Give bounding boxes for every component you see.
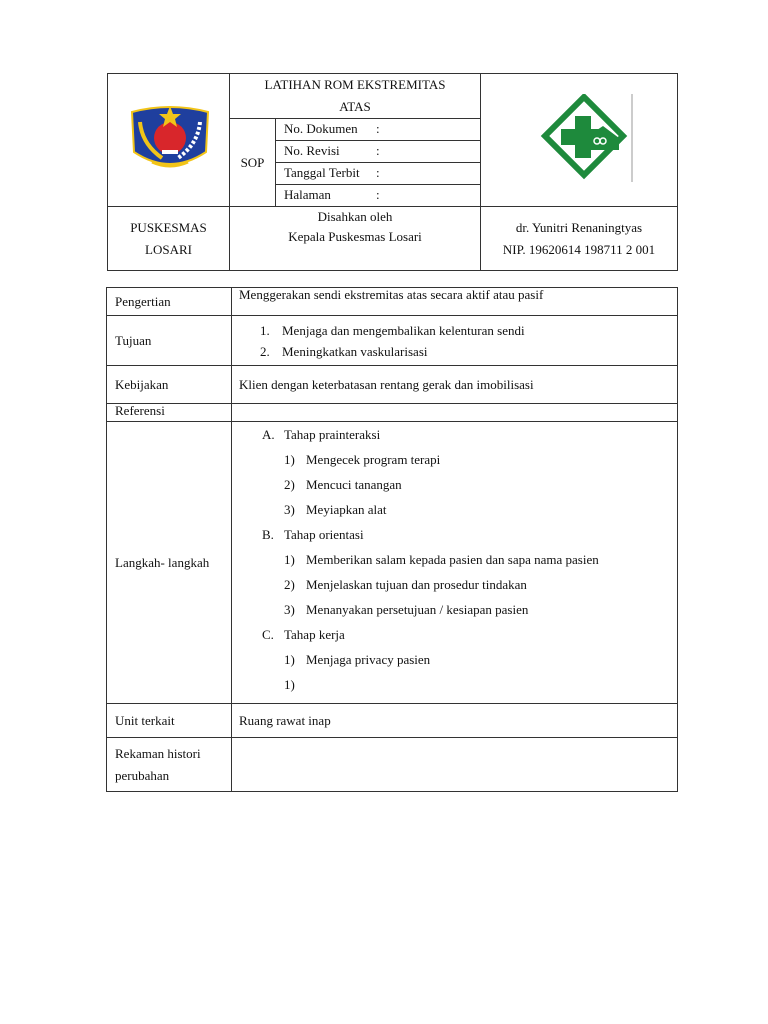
value-langkah	[232, 422, 678, 704]
step-text: Meyiapkan alat	[306, 502, 387, 517]
section-letter: B.	[262, 527, 274, 542]
meta-row-halaman	[276, 185, 481, 207]
label-pengertian: Pengertian	[107, 288, 232, 316]
sop-title-cell	[230, 74, 481, 119]
org-name-line1: PUSKESMAS	[130, 219, 207, 235]
sop-title-line1: LATIHAN ROM EKSTREMITAS	[264, 77, 446, 92]
list-number: 2.	[260, 344, 270, 359]
row-rekaman-histori	[107, 738, 678, 792]
sop-header-table	[107, 73, 678, 271]
sop-title-line2: ATAS	[339, 99, 371, 114]
section-heading	[262, 522, 677, 547]
sop-body-table	[106, 287, 678, 792]
step-number: 1)	[284, 652, 295, 667]
step-number: 1)	[284, 452, 295, 467]
meta-label: Halaman	[284, 187, 331, 202]
row-langkah	[107, 422, 678, 704]
meta-row-revisi	[276, 141, 481, 163]
list-item	[260, 341, 677, 362]
meta-label: No. Revisi	[284, 143, 340, 158]
sop-label: SOP	[240, 154, 265, 170]
regency-emblem-icon	[122, 100, 229, 180]
label-rekaman-line1: Rekaman histori	[115, 745, 201, 761]
step-text: Menjelaskan tujuan dan prosedur tindakan	[306, 577, 527, 592]
head-signature-cell	[481, 207, 678, 271]
step-item	[262, 672, 677, 697]
label-referensi: Referensi	[107, 404, 232, 422]
step-text: Menjaga privacy pasien	[306, 652, 431, 667]
label-unit-terkait: Unit terkait	[107, 704, 232, 738]
list-item	[260, 320, 677, 341]
list-text: Meningkatkan vaskularisasi	[282, 344, 428, 359]
meta-label: No. Dokumen	[284, 121, 358, 136]
sop-label-cell	[230, 119, 276, 207]
meta-row-tanggal	[276, 163, 481, 185]
step-item	[262, 647, 677, 672]
step-number: 2)	[284, 577, 295, 592]
section-title: Tahap kerja	[284, 627, 345, 642]
step-number: 3)	[284, 602, 295, 617]
meta-row-dokumen	[276, 119, 481, 141]
step-item	[262, 597, 677, 622]
row-kebijakan	[107, 366, 678, 404]
step-number: 1)	[284, 552, 295, 567]
row-pengertian	[107, 288, 678, 316]
value-rekaman-histori	[232, 738, 678, 792]
step-text: Menanyakan persetujuan / kesiapan pasien	[306, 602, 529, 617]
step-text: Memberikan salam kepada pasien dan sapa nama pasien	[306, 552, 599, 567]
meta-separator: :	[376, 165, 380, 180]
label-langkah: Langkah- langkah	[107, 422, 232, 704]
row-tujuan	[107, 316, 678, 366]
value-pengertian: Menggerakan sendi ekstremitas atas secara aktif atau pasif	[232, 288, 678, 316]
section-letter: C.	[262, 627, 274, 642]
meta-label: Tanggal Terbit	[284, 165, 360, 180]
approval-cell	[230, 207, 481, 271]
step-item	[262, 447, 677, 472]
section-heading	[262, 422, 677, 447]
step-number: 2)	[284, 477, 295, 492]
puskesmas-logo-icon	[539, 94, 677, 184]
meta-separator: :	[376, 187, 380, 202]
step-item	[262, 547, 677, 572]
step-text: Mengecek program terapi	[306, 452, 441, 467]
label-rekaman-line2: perubahan	[115, 767, 170, 783]
list-number: 1.	[260, 323, 270, 338]
step-number: 1)	[284, 677, 295, 692]
health-logo-cell	[481, 74, 678, 207]
head-nip: NIP. 19620614 198711 2 001	[502, 241, 656, 257]
step-item	[262, 497, 677, 522]
approval-line2: Kepala Puskesmas Losari	[288, 229, 422, 244]
value-unit-terkait: Ruang rawat inap	[232, 704, 678, 738]
label-tujuan: Tujuan	[107, 316, 232, 366]
value-tujuan	[232, 316, 678, 366]
label-kebijakan: Kebijakan	[107, 366, 232, 404]
section-heading	[262, 622, 677, 647]
org-name-line2: LOSARI	[145, 241, 192, 257]
step-item	[262, 572, 677, 597]
meta-separator: :	[376, 121, 380, 136]
row-referensi	[107, 404, 678, 422]
meta-separator: :	[376, 143, 380, 158]
value-kebijakan: Klien dengan keterbatasan rentang gerak dan imobilisasi	[232, 366, 678, 404]
value-referensi	[232, 404, 678, 422]
section-title: Tahap orientasi	[284, 527, 364, 542]
regency-logo-cell	[108, 74, 230, 207]
section-title: Tahap prainteraksi	[284, 427, 381, 442]
step-text: Mencuci tanangan	[306, 477, 402, 492]
list-text: Menjaga dan mengembalikan kelenturan sendi	[282, 323, 525, 338]
head-name: dr. Yunitri Renaningtyas	[515, 219, 643, 235]
row-unit-terkait	[107, 704, 678, 738]
step-item	[262, 472, 677, 497]
section-letter: A.	[262, 427, 275, 442]
step-number: 3)	[284, 502, 295, 517]
label-rekaman-histori	[107, 738, 232, 792]
approval-line1: Disahkan oleh	[317, 209, 393, 224]
org-name-cell	[108, 207, 230, 271]
